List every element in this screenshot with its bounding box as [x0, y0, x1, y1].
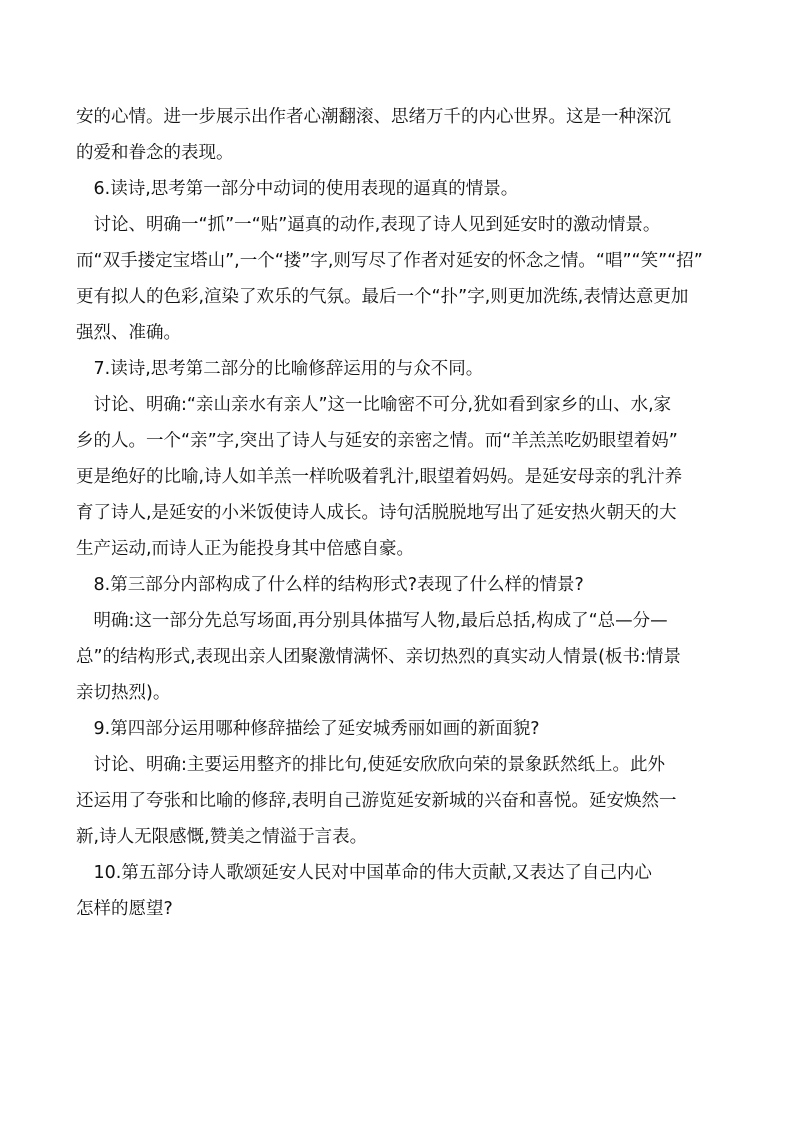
question-6	[76, 171, 726, 207]
question-line: 7.读诗,思考第二部分的比喻修辞运用的与众不同。	[76, 359, 484, 379]
question-8	[76, 567, 726, 603]
text-line: 更有拟人的色彩,渲染了欢乐的气氛。最后一个“扑”字,则更加洗练,表情达意更加	[76, 287, 689, 307]
question-line: 6.读诗,思考第一部分中动词的使用表现的逼真的情景。	[76, 179, 519, 199]
answer-6	[76, 207, 726, 351]
question-9	[76, 711, 726, 747]
text-line: 安的心情。进一步展示出作者心潮翻滚、思绪万千的内心世界。这是一种深沉	[76, 107, 671, 127]
text-line: 讨论、明确:主要运用整齐的排比句,使延安欣欣向荣的景象跃然纸上。此外	[76, 755, 665, 775]
text-line: 讨论、明确一“抓”一“贴”逼真的动作,表现了诗人见到延安时的激动情景。	[76, 215, 661, 235]
question-line: 8.第三部分内部构成了什么样的结构形式?表现了什么样的情景?	[76, 575, 584, 595]
text-line: 育了诗人,是延安的小米饭使诗人成长。诗句活脱脱地写出了延安热火朝天的大	[76, 503, 677, 523]
text-line: 明确:这一部分先总写场面,再分别具体描写人物,最后总括,构成了“总—分—	[76, 611, 668, 631]
question-line: 10.第五部分诗人歌颂延安人民对中国革命的伟大贡献,又表达了自己内心	[76, 863, 652, 883]
text-line: 新,诗人无限感慨,赞美之情溢于言表。	[76, 827, 368, 847]
text-line: 亲切热烈)。	[76, 683, 171, 703]
question-10	[76, 855, 726, 927]
paragraph-answer-continued	[76, 99, 726, 171]
text-line: 更是绝好的比喻,诗人如羊羔一样吮吸着乳汁,眼望着妈妈。是延安母亲的乳汁养	[76, 467, 683, 487]
question-line: 怎样的愿望?	[76, 899, 173, 919]
answer-9	[76, 747, 726, 855]
text-line: 讨论、明确:“亲山亲水有亲人”这一比喻密不可分,犹如看到家乡的山、水,家	[76, 395, 672, 415]
text-line: 还运用了夸张和比喻的修辞,表明自己游览延安新城的兴奋和喜悦。延安焕然一	[76, 791, 677, 811]
answer-7	[76, 387, 726, 567]
text-line: 的爱和眷念的表现。	[76, 143, 234, 163]
answer-8	[76, 603, 726, 711]
text-line: 生产运动,而诗人正为能投身其中倍感自豪。	[76, 539, 415, 559]
text-line: 总”的结构形式,表现出亲人团聚激情满怀、亲切热烈的真实动人情景(板书:情景	[76, 647, 681, 667]
question-line: 9.第四部分运用哪种修辞描绘了延安城秀丽如画的新面貌?	[76, 719, 540, 739]
text-body	[76, 99, 726, 927]
text-line: 而“双手搂定宝塔山”,一个“搂”字,则写尽了作者对延安的怀念之情。“唱”“笑”“招”	[76, 251, 703, 271]
text-line: 乡的人。一个“亲”字,突出了诗人与延安的亲密之情。而“羊羔羔吃奶眼望着妈”	[76, 431, 678, 451]
question-7	[76, 351, 726, 387]
text-line: 强烈、准确。	[76, 323, 181, 343]
